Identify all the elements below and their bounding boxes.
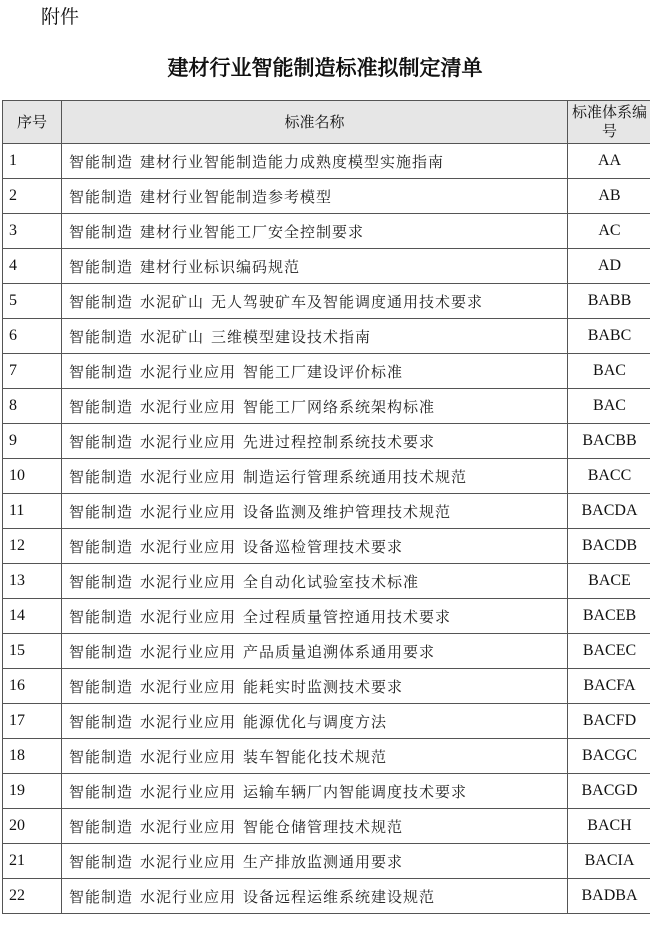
row-number: 7 xyxy=(3,354,62,389)
table-row xyxy=(3,144,650,179)
standard-name-part: 智能制造 xyxy=(69,712,134,731)
standard-name-part: 智能仓储管理技术规范 xyxy=(243,817,404,836)
standard-code: AC xyxy=(568,214,650,249)
table-row xyxy=(3,634,650,669)
standard-name-part: 水泥行业应用 xyxy=(140,817,237,836)
standard-code: BACGC xyxy=(568,739,650,774)
standard-name-part: 能源优化与调度方法 xyxy=(243,712,388,731)
standard-name-part: 水泥行业应用 xyxy=(140,572,237,591)
table-row xyxy=(3,669,650,704)
standard-code: BAC xyxy=(568,354,650,389)
standard-code: BAC xyxy=(568,389,650,424)
standard-code: BACIA xyxy=(568,844,650,879)
standard-name-part: 设备巡检管理技术要求 xyxy=(243,537,404,556)
standard-name-part: 设备远程运维系统建设规范 xyxy=(243,887,436,906)
standard-name-part: 建材行业智能制造参考模型 xyxy=(140,187,333,206)
page-title: 建材行业智能制造标准拟制定清单 xyxy=(167,55,483,80)
table-row xyxy=(3,844,650,879)
standard-name-part: 智能制造 xyxy=(69,817,134,836)
table-row xyxy=(3,319,650,354)
standard-name xyxy=(62,844,568,879)
standard-name-part: 智能工厂网络系统架构标准 xyxy=(243,397,436,416)
table-row xyxy=(3,459,650,494)
table-row xyxy=(3,774,650,809)
standard-name-part: 智能制造 xyxy=(69,467,134,486)
standard-name-part: 建材行业智能制造能力成熟度模型实施指南 xyxy=(140,152,445,171)
standard-name xyxy=(62,739,568,774)
standard-name-part: 水泥行业应用 xyxy=(140,852,237,871)
row-number: 20 xyxy=(3,809,62,844)
standard-name xyxy=(62,459,568,494)
standard-name-part: 智能制造 xyxy=(69,362,134,381)
standard-name-part: 建材行业智能工厂安全控制要求 xyxy=(140,222,365,241)
table-row xyxy=(3,704,650,739)
standard-name-part: 产品质量追溯体系通用要求 xyxy=(243,642,436,661)
standard-name-part: 智能制造 xyxy=(69,327,134,346)
standard-name-part: 智能制造 xyxy=(69,152,134,171)
standard-name-part: 水泥矿山 xyxy=(140,292,205,311)
standard-name-part: 智能制造 xyxy=(69,432,134,451)
row-number: 19 xyxy=(3,774,62,809)
standard-name xyxy=(62,599,568,634)
standard-name-part: 建材行业标识编码规范 xyxy=(140,257,301,276)
standard-name-part: 水泥行业应用 xyxy=(140,747,237,766)
standard-name xyxy=(62,284,568,319)
row-number: 11 xyxy=(3,494,62,529)
standard-name xyxy=(62,249,568,284)
row-number: 12 xyxy=(3,529,62,564)
standard-name-part: 智能制造 xyxy=(69,747,134,766)
standard-code: BACDA xyxy=(568,494,650,529)
standard-name-part: 水泥行业应用 xyxy=(140,362,237,381)
row-number: 6 xyxy=(3,319,62,354)
standard-name xyxy=(62,179,568,214)
row-number: 14 xyxy=(3,599,62,634)
row-number: 22 xyxy=(3,879,62,914)
standard-name xyxy=(62,144,568,179)
standard-name xyxy=(62,564,568,599)
standard-name-part: 水泥矿山 xyxy=(140,327,205,346)
standard-name xyxy=(62,424,568,459)
table-row xyxy=(3,354,650,389)
row-number: 16 xyxy=(3,669,62,704)
table-row xyxy=(3,599,650,634)
row-number: 2 xyxy=(3,179,62,214)
standard-name-part: 水泥行业应用 xyxy=(140,782,237,801)
standard-name-part: 智能工厂建设评价标准 xyxy=(243,362,404,381)
standard-name-part: 生产排放监测通用要求 xyxy=(243,852,404,871)
standard-name-part: 水泥行业应用 xyxy=(140,712,237,731)
standard-name-part: 全过程质量管控通用技术要求 xyxy=(243,607,452,626)
table-header-row xyxy=(3,101,650,144)
header-code: 标准体系编号 xyxy=(568,101,650,144)
standard-code: BACFA xyxy=(568,669,650,704)
standard-code: AB xyxy=(568,179,650,214)
table-row xyxy=(3,739,650,774)
row-number: 15 xyxy=(3,634,62,669)
standard-name-part: 全自动化试验室技术标准 xyxy=(243,572,420,591)
standard-name xyxy=(62,389,568,424)
table-row xyxy=(3,214,650,249)
row-number: 10 xyxy=(3,459,62,494)
standard-name xyxy=(62,879,568,914)
row-number: 8 xyxy=(3,389,62,424)
standard-name-part: 水泥行业应用 xyxy=(140,887,237,906)
standard-name-part: 智能制造 xyxy=(69,572,134,591)
standard-name-part: 水泥行业应用 xyxy=(140,642,237,661)
standard-code: BABB xyxy=(568,284,650,319)
standard-name-part: 智能制造 xyxy=(69,537,134,556)
standard-name-part: 智能制造 xyxy=(69,642,134,661)
standard-name-part: 水泥行业应用 xyxy=(140,467,237,486)
row-number: 13 xyxy=(3,564,62,599)
standard-name-part: 智能制造 xyxy=(69,187,134,206)
row-number: 4 xyxy=(3,249,62,284)
standard-name-part: 智能制造 xyxy=(69,257,134,276)
standard-name-part: 智能制造 xyxy=(69,677,134,696)
header-no: 序号 xyxy=(3,101,62,144)
standard-name-part: 水泥行业应用 xyxy=(140,677,237,696)
attachment-label: 附件 xyxy=(41,6,80,28)
standard-name-part: 智能制造 xyxy=(69,502,134,521)
standard-name xyxy=(62,634,568,669)
standard-name-part: 无人驾驶矿车及智能调度通用技术要求 xyxy=(211,292,484,311)
standard-name xyxy=(62,319,568,354)
standard-name-part: 制造运行管理系统通用技术规范 xyxy=(243,467,468,486)
row-number: 1 xyxy=(3,144,62,179)
standard-name-part: 智能制造 xyxy=(69,887,134,906)
standard-name-part: 水泥行业应用 xyxy=(140,607,237,626)
standard-name xyxy=(62,529,568,564)
table-row xyxy=(3,494,650,529)
standard-name-part: 智能制造 xyxy=(69,222,134,241)
standard-name-part: 水泥行业应用 xyxy=(140,397,237,416)
row-number: 9 xyxy=(3,424,62,459)
standard-code: BACGD xyxy=(568,774,650,809)
standard-name xyxy=(62,704,568,739)
row-number: 17 xyxy=(3,704,62,739)
standards-table xyxy=(2,100,650,914)
table-row xyxy=(3,389,650,424)
standard-code: BACE xyxy=(568,564,650,599)
row-number: 18 xyxy=(3,739,62,774)
standard-name-part: 运输车辆厂内智能调度技术要求 xyxy=(243,782,468,801)
standard-code: BACFD xyxy=(568,704,650,739)
row-number: 21 xyxy=(3,844,62,879)
standard-name-part: 智能制造 xyxy=(69,397,134,416)
standard-name-part: 智能制造 xyxy=(69,292,134,311)
table-row xyxy=(3,529,650,564)
standard-name-part: 智能制造 xyxy=(69,782,134,801)
standard-name-part: 水泥行业应用 xyxy=(140,537,237,556)
row-number: 5 xyxy=(3,284,62,319)
table-row xyxy=(3,564,650,599)
standard-name-part: 三维模型建设技术指南 xyxy=(211,327,372,346)
standard-code: BADBA xyxy=(568,879,650,914)
standard-name-part: 能耗实时监测技术要求 xyxy=(243,677,404,696)
table-row xyxy=(3,424,650,459)
standard-name-part: 水泥行业应用 xyxy=(140,432,237,451)
table-row xyxy=(3,809,650,844)
standard-code: AA xyxy=(568,144,650,179)
standard-code: BACH xyxy=(568,809,650,844)
standard-name xyxy=(62,669,568,704)
standard-code: BACDB xyxy=(568,529,650,564)
standard-name xyxy=(62,214,568,249)
standard-name xyxy=(62,494,568,529)
standard-code: BACBB xyxy=(568,424,650,459)
row-number: 3 xyxy=(3,214,62,249)
table-row xyxy=(3,879,650,914)
standard-name-part: 先进过程控制系统技术要求 xyxy=(243,432,436,451)
standard-name-part: 设备监测及维护管理技术规范 xyxy=(243,502,452,521)
standard-name-part: 智能制造 xyxy=(69,852,134,871)
standard-name-part: 智能制造 xyxy=(69,607,134,626)
standard-name xyxy=(62,809,568,844)
standard-code: BABC xyxy=(568,319,650,354)
standard-code: BACEC xyxy=(568,634,650,669)
standard-code: AD xyxy=(568,249,650,284)
standard-name xyxy=(62,354,568,389)
standard-name-part: 装车智能化技术规范 xyxy=(243,747,388,766)
table-row xyxy=(3,179,650,214)
table-row xyxy=(3,249,650,284)
header-name: 标准名称 xyxy=(62,101,568,144)
standard-name-part: 水泥行业应用 xyxy=(140,502,237,521)
table-row xyxy=(3,284,650,319)
standard-code: BACEB xyxy=(568,599,650,634)
standard-code: BACC xyxy=(568,459,650,494)
standard-name xyxy=(62,774,568,809)
